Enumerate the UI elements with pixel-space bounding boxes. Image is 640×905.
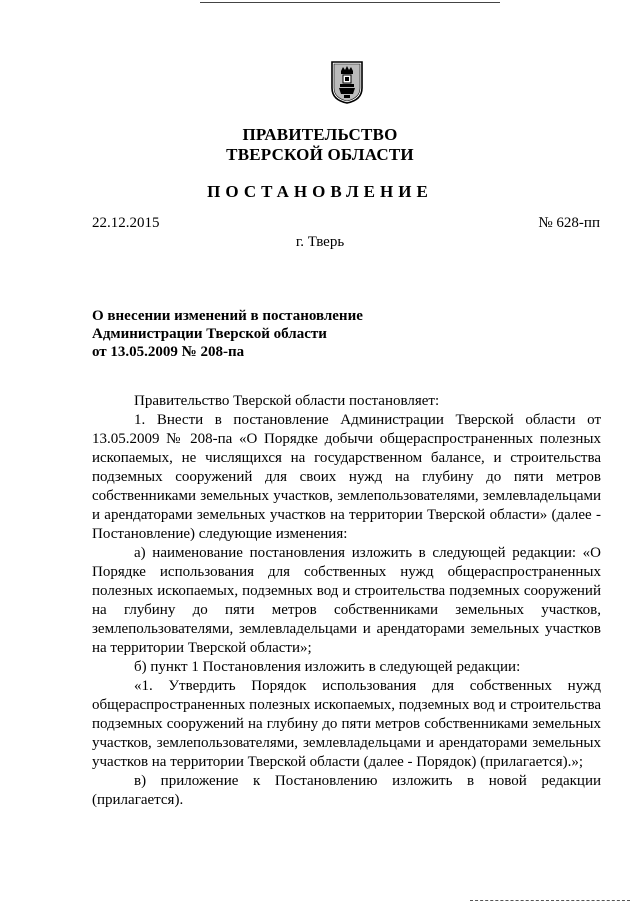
title-line: от 13.05.2009 № 208-па bbox=[92, 344, 245, 360]
title-line: Администрации Тверской области bbox=[92, 326, 327, 342]
body-paragraph: б) пункт 1 Постановления изложить в следующей редакции: bbox=[134, 659, 521, 675]
government-name-line2: ТВЕРСКОЙ ОБЛАСТИ bbox=[226, 145, 414, 164]
document-date: 22.12.2015 bbox=[92, 215, 160, 231]
government-name-line1: ПРАВИТЕЛЬСТВО bbox=[242, 125, 398, 144]
body-paragraph: а) наименование постановления изложить в следующей редакции: «О Порядке использования для собственных нужд общераспространенных полезных ископаемых, подземных вод и строительства подземных сооружений на глубину до пяти метров собственниками земельных участков, землепользователями, землевладельцами и арендаторами земельных участков на территории Тверской области»; bbox=[92, 545, 601, 656]
title-line: О внесении изменений в постановление bbox=[92, 308, 363, 324]
scan-edge-line bbox=[470, 900, 630, 901]
scan-edge-line bbox=[200, 2, 500, 3]
document-title bbox=[92, 307, 422, 361]
body-paragraph: Правительство Тверской области постановляет: bbox=[134, 393, 440, 409]
document-type: ПОСТАНОВЛЕНИЕ bbox=[207, 182, 433, 201]
body-paragraph: в) приложение к Постановлению изложить в новой редакции (прилагается). bbox=[92, 773, 601, 808]
document-city: г. Тверь bbox=[295, 234, 345, 250]
body-paragraph: 1. Внести в постановление Администрации Тверской области от 13.05.2009 № 208-па «О Порядке добычи общераспространенных полезных ископаемых, не числящихся на государственном балансе, и строительства подземных сооружений для своих нужд на глубину до пяти метров собственниками земельных участков, землепользователями, землевладельцами и арендаторами земельных участков на территории Тверской области» (далее - Постановление) следующие изменения: bbox=[92, 412, 601, 542]
body-paragraph: «1. Утвердить Порядок использования для собственных нужд общераспространенных полезных ископаемых, подземных вод и строительства подземных сооружений на глубину до пяти метров собственниками земельных участков, землепользователями, землевладельцами и арендаторами земельных участков на территории Тверской области (далее - Порядок) (прилагается).»; bbox=[92, 678, 602, 770]
document-number: № 628-пп bbox=[538, 215, 600, 231]
document-body bbox=[92, 392, 601, 810]
coat-of-arms-icon bbox=[330, 60, 364, 104]
